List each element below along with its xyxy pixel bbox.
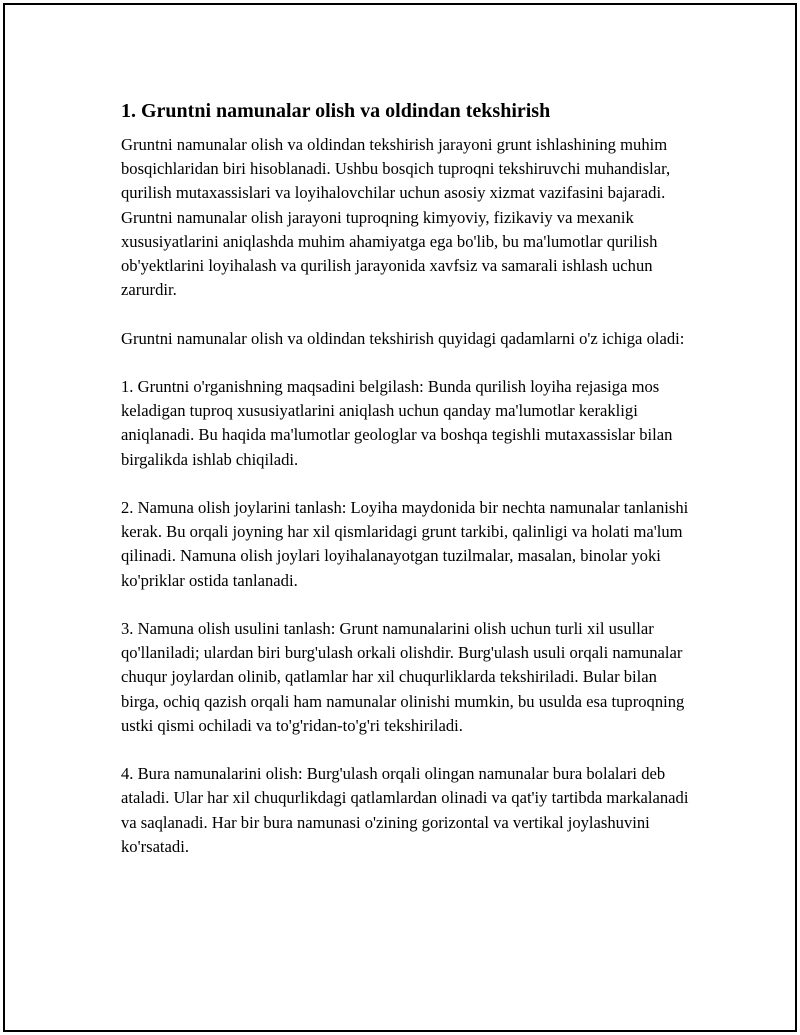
paragraph-step-1: 1. Gruntni o'rganishning maqsadini belgilash: Bunda qurilish loyiha rejasiga mos keladigan tuproq xususiyatlarini aniqlash uchun qanday ma'lumotlar kerakligi aniqlanadi. Bu haqida ma'lumotlar geologlar va boshqa tegishli mutaxassislar bilan birgalikda ishlab chiqiladi.	[121, 377, 673, 469]
page-border	[3, 3, 797, 1032]
paragraph-intro: Gruntni namunalar olish va oldindan tekshirish jarayoni grunt ishlashining muhim bosqichlaridan biri hisoblanadi. Ushbu bosqich tuproqni tekshiruvchi muhandislar, qurilish mutaxassislari va loyihalovchilar uchun asosiy xizmat vazifasini bajaradi. Gruntni namunalar olish jarayoni tuproqning kimyoviy, fizikaviy va mexanik xususiyatlarini aniqlashda muhim ahamiyatga ega bo'lib, bu ma'lumotlar qurilish ob'yektlarini loyihalash va qurilish jarayonida xavfsiz va samarali ishlash uchun zarurdir.	[121, 135, 671, 300]
document-body	[121, 99, 695, 883]
paragraph-step-3: 3. Namuna olish usulini tanlash: Grunt namunalarini olish uchun turli xil usullar qo'llaniladi; ulardan biri burg'ulash orkali olishdir. Burg'ulash usuli orqali namunalar chuqur joylardan olinib, qatlamlar har xil chuqurliklarda tekshiriladi. Bular bilan birga, ochiq qazish orqali ham namunalar olinishi mumkin, bu usulda esa tuproqning ustki qismi ochiladi va to'g'ridan-to'g'ri tekshiriladi.	[121, 619, 685, 735]
paragraph-step-4: 4. Bura namunalarini olish: Burg'ulash orqali olingan namunalar bura bolalari deb ataladi. Ular har xil chuqurlikdagi qatlamlardan olinadi va qat'iy tartibda markalanadi va saqlanadi. Har bir bura namunasi o'zining gorizontal va vertikal joylashuvini ko'rsatadi.	[121, 764, 689, 856]
paragraph-steps-lead: Gruntni namunalar olish va oldindan tekshirish quyidagi qadamlarni o'z ichiga oladi:	[121, 328, 685, 348]
paragraph-step-2: 2. Namuna olish joylarini tanlash: Loyiha maydonida bir nechta namunalar tanlanishi kerak. Bu orqali joyning har xil qismlaridagi grunt tarkibi, qalinligi va holati ma'lum qilinadi. Namuna olish joylari loyihalanayotgan tuzilmalar, masalan, binolar yoki ko'priklar ostida tanlanadi.	[121, 498, 689, 590]
section-heading: 1. Gruntni namunalar olish va oldindan tekshirish	[121, 100, 551, 122]
